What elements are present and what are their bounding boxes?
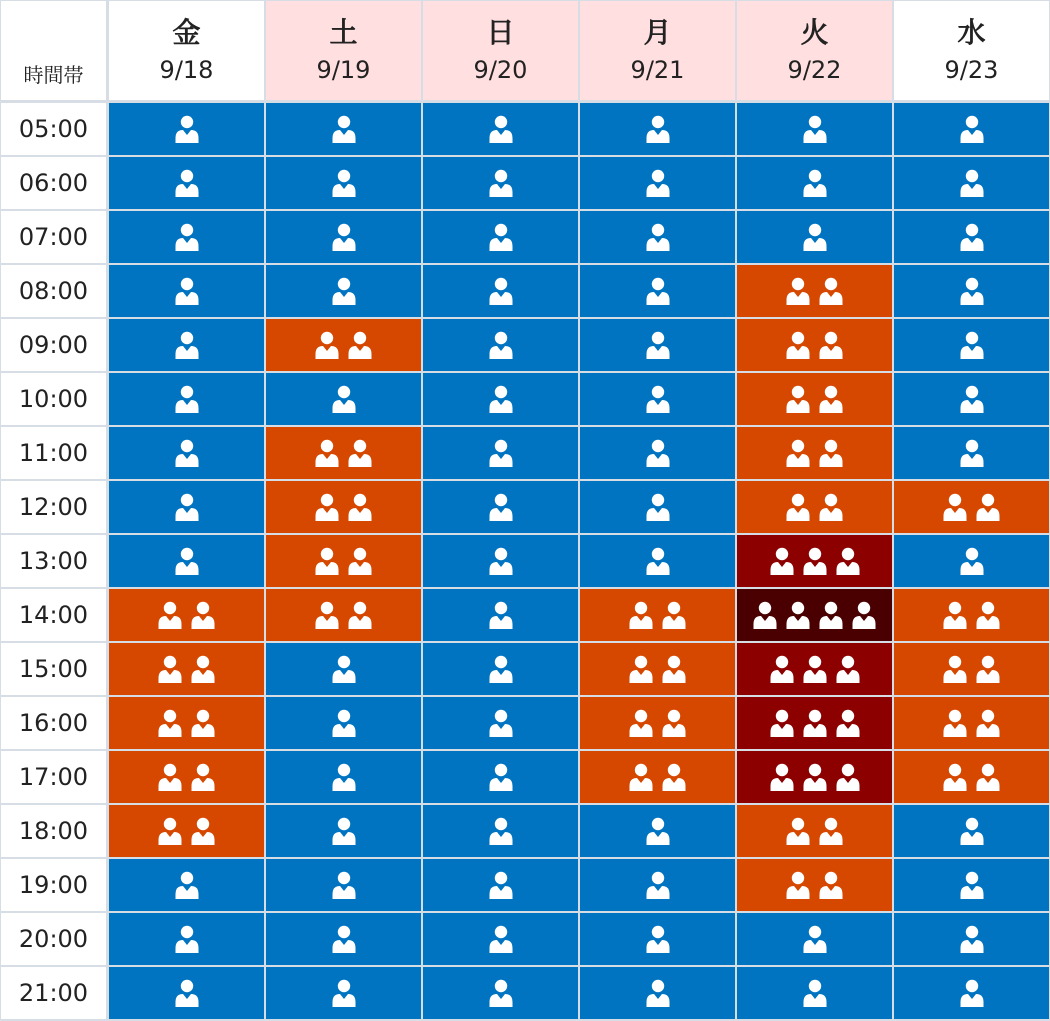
time-slot-cell	[580, 589, 735, 641]
time-slot-cell	[109, 859, 264, 911]
person-icon	[174, 385, 200, 413]
time-slot-cell	[580, 697, 735, 749]
time-slot-cell	[423, 211, 578, 263]
time-slot-cell	[894, 211, 1049, 263]
time-slot-cell	[894, 481, 1049, 533]
time-slot-cell	[423, 535, 578, 587]
time-slot-cell	[266, 913, 421, 965]
time-slot-cell	[266, 751, 421, 803]
time-slot-cell	[266, 427, 421, 479]
person-icon	[959, 385, 985, 413]
person-icon	[942, 493, 968, 521]
time-slot-cell	[423, 427, 578, 479]
person-icon	[645, 979, 671, 1007]
person-icon	[174, 331, 200, 359]
person-icon	[190, 763, 216, 791]
day-date: 9/18	[159, 55, 214, 84]
person-icon	[190, 817, 216, 845]
day-date: 9/23	[944, 55, 999, 84]
person-icon	[488, 655, 514, 683]
day-date: 9/20	[473, 55, 528, 84]
person-icon	[190, 601, 216, 629]
person-icon	[331, 223, 357, 251]
person-icon	[818, 817, 844, 845]
person-icon	[314, 331, 340, 359]
person-icon	[628, 709, 654, 737]
time-slot-cell	[737, 211, 892, 263]
person-icon	[488, 115, 514, 143]
person-icon	[785, 277, 811, 305]
time-slot-cell	[423, 589, 578, 641]
time-slot-cell	[109, 913, 264, 965]
person-icon	[331, 979, 357, 1007]
person-icon	[802, 709, 828, 737]
time-slot-cell	[580, 319, 735, 371]
person-icon	[818, 385, 844, 413]
time-label: 20:00	[1, 913, 106, 965]
person-icon	[835, 709, 861, 737]
person-icon	[959, 115, 985, 143]
time-slot-cell	[266, 589, 421, 641]
time-slot-cell	[894, 589, 1049, 641]
time-slot-cell	[894, 319, 1049, 371]
person-icon	[314, 439, 340, 467]
time-slot-cell	[894, 265, 1049, 317]
time-slot-cell	[109, 373, 264, 425]
time-slot-cell	[737, 805, 892, 857]
day-date: 9/21	[630, 55, 685, 84]
time-slot-cell	[423, 265, 578, 317]
person-icon	[975, 655, 1001, 683]
person-icon	[785, 439, 811, 467]
time-slot-cell	[894, 535, 1049, 587]
person-icon	[347, 601, 373, 629]
time-label: 09:00	[1, 319, 106, 371]
person-icon	[645, 115, 671, 143]
time-slot-cell	[737, 751, 892, 803]
person-icon	[645, 169, 671, 197]
person-icon	[174, 979, 200, 1007]
day-name: 月	[643, 15, 672, 49]
person-icon	[174, 493, 200, 521]
person-icon	[628, 601, 654, 629]
day-date: 9/19	[316, 55, 371, 84]
person-icon	[785, 871, 811, 899]
time-slot-cell	[737, 967, 892, 1019]
person-icon	[174, 439, 200, 467]
time-slot-cell	[109, 805, 264, 857]
person-icon	[331, 655, 357, 683]
time-slot-cell	[580, 751, 735, 803]
person-icon	[975, 709, 1001, 737]
day-name: 土	[329, 15, 358, 49]
time-slot-cell	[737, 427, 892, 479]
person-icon	[818, 871, 844, 899]
person-icon	[174, 547, 200, 575]
person-icon	[645, 493, 671, 521]
time-slot-cell	[109, 103, 264, 155]
person-icon	[488, 871, 514, 899]
time-slot-cell	[266, 643, 421, 695]
person-icon	[959, 925, 985, 953]
time-slot-cell	[266, 697, 421, 749]
time-slot-cell	[109, 535, 264, 587]
time-label: 17:00	[1, 751, 106, 803]
person-icon	[645, 439, 671, 467]
person-icon	[752, 601, 778, 629]
person-icon	[661, 709, 687, 737]
time-slot-cell	[894, 859, 1049, 911]
time-slot-cell	[894, 805, 1049, 857]
time-slot-cell	[737, 535, 892, 587]
time-slot-cell	[266, 535, 421, 587]
time-slot-cell	[737, 589, 892, 641]
person-icon	[942, 601, 968, 629]
person-icon	[942, 763, 968, 791]
time-slot-cell	[266, 481, 421, 533]
time-slot-cell	[580, 103, 735, 155]
person-icon	[802, 925, 828, 953]
person-icon	[645, 223, 671, 251]
time-slot-cell	[423, 859, 578, 911]
time-column-header-label: 時間帯	[23, 63, 84, 87]
time-slot-cell	[423, 643, 578, 695]
time-label: 11:00	[1, 427, 106, 479]
time-label: 07:00	[1, 211, 106, 263]
time-label: 06:00	[1, 157, 106, 209]
person-icon	[975, 493, 1001, 521]
person-icon	[661, 655, 687, 683]
day-header	[580, 1, 735, 100]
person-icon	[174, 277, 200, 305]
person-icon	[331, 277, 357, 305]
person-icon	[769, 763, 795, 791]
person-icon	[975, 763, 1001, 791]
time-slot-cell	[737, 265, 892, 317]
day-name: 水	[957, 15, 986, 49]
person-icon	[174, 223, 200, 251]
person-icon	[661, 763, 687, 791]
time-slot-cell	[423, 157, 578, 209]
person-icon	[818, 601, 844, 629]
person-icon	[818, 439, 844, 467]
time-slot-cell	[580, 373, 735, 425]
person-icon	[331, 925, 357, 953]
person-icon	[488, 601, 514, 629]
person-icon	[347, 331, 373, 359]
time-slot-cell	[266, 373, 421, 425]
time-label: 19:00	[1, 859, 106, 911]
time-slot-cell	[109, 427, 264, 479]
time-label: 13:00	[1, 535, 106, 587]
person-icon	[488, 817, 514, 845]
person-icon	[959, 223, 985, 251]
person-icon	[347, 547, 373, 575]
day-header	[894, 1, 1049, 100]
time-slot-cell	[737, 319, 892, 371]
person-icon	[488, 547, 514, 575]
time-slot-cell	[423, 967, 578, 1019]
person-icon	[835, 763, 861, 791]
person-icon	[975, 601, 1001, 629]
time-slot-cell	[266, 157, 421, 209]
person-icon	[488, 925, 514, 953]
person-icon	[959, 871, 985, 899]
person-icon	[942, 655, 968, 683]
time-slot-cell	[266, 319, 421, 371]
person-icon	[645, 871, 671, 899]
person-icon	[959, 547, 985, 575]
time-slot-cell	[737, 859, 892, 911]
person-icon	[769, 655, 795, 683]
time-slot-cell	[894, 751, 1049, 803]
person-icon	[157, 709, 183, 737]
person-icon	[488, 223, 514, 251]
person-icon	[959, 979, 985, 1007]
time-slot-cell	[894, 913, 1049, 965]
person-icon	[959, 331, 985, 359]
person-icon	[851, 601, 877, 629]
time-label: 10:00	[1, 373, 106, 425]
time-slot-cell	[737, 643, 892, 695]
person-icon	[769, 709, 795, 737]
person-icon	[835, 655, 861, 683]
person-icon	[959, 439, 985, 467]
person-icon	[157, 817, 183, 845]
person-icon	[314, 547, 340, 575]
person-icon	[157, 655, 183, 683]
person-icon	[174, 871, 200, 899]
person-icon	[331, 763, 357, 791]
time-slot-cell	[109, 157, 264, 209]
time-slot-cell	[580, 211, 735, 263]
time-slot-cell	[580, 967, 735, 1019]
time-label: 12:00	[1, 481, 106, 533]
time-label: 05:00	[1, 103, 106, 155]
time-label: 18:00	[1, 805, 106, 857]
person-icon	[331, 385, 357, 413]
time-slot-cell	[580, 157, 735, 209]
person-icon	[802, 115, 828, 143]
time-slot-cell	[737, 913, 892, 965]
person-icon	[314, 601, 340, 629]
person-icon	[645, 547, 671, 575]
time-slot-cell	[109, 211, 264, 263]
person-icon	[488, 493, 514, 521]
time-slot-cell	[580, 805, 735, 857]
person-icon	[331, 871, 357, 899]
time-slot-cell	[109, 319, 264, 371]
time-slot-cell	[423, 913, 578, 965]
time-label: 21:00	[1, 967, 106, 1019]
time-slot-cell	[580, 535, 735, 587]
time-slot-cell	[737, 373, 892, 425]
person-icon	[959, 277, 985, 305]
person-icon	[488, 277, 514, 305]
person-icon	[802, 223, 828, 251]
time-slot-cell	[580, 427, 735, 479]
time-slot-cell	[894, 643, 1049, 695]
time-label: 14:00	[1, 589, 106, 641]
person-icon	[190, 655, 216, 683]
time-slot-cell	[737, 481, 892, 533]
person-icon	[174, 925, 200, 953]
time-slot-cell	[423, 697, 578, 749]
person-icon	[835, 547, 861, 575]
time-slot-cell	[423, 103, 578, 155]
time-slot-cell	[894, 427, 1049, 479]
person-icon	[645, 817, 671, 845]
time-slot-cell	[737, 157, 892, 209]
time-slot-cell	[580, 913, 735, 965]
time-slot-cell	[109, 751, 264, 803]
person-icon	[190, 709, 216, 737]
person-icon	[942, 709, 968, 737]
time-slot-cell	[266, 805, 421, 857]
time-slot-cell	[266, 103, 421, 155]
person-icon	[628, 655, 654, 683]
time-slot-cell	[423, 751, 578, 803]
person-icon	[645, 385, 671, 413]
person-icon	[628, 763, 654, 791]
person-icon	[802, 169, 828, 197]
person-icon	[785, 601, 811, 629]
person-icon	[331, 115, 357, 143]
person-icon	[157, 601, 183, 629]
person-icon	[959, 817, 985, 845]
day-name: 火	[800, 15, 829, 49]
time-slot-cell	[894, 373, 1049, 425]
time-slot-cell	[266, 967, 421, 1019]
time-slot-cell	[737, 103, 892, 155]
person-icon	[645, 277, 671, 305]
time-label: 08:00	[1, 265, 106, 317]
person-icon	[959, 169, 985, 197]
day-date: 9/22	[787, 55, 842, 84]
time-slot-cell	[109, 481, 264, 533]
person-icon	[347, 493, 373, 521]
person-icon	[785, 817, 811, 845]
time-slot-cell	[266, 211, 421, 263]
time-slot-cell	[109, 643, 264, 695]
time-slot-cell	[266, 859, 421, 911]
person-icon	[331, 709, 357, 737]
person-icon	[661, 601, 687, 629]
time-slot-cell	[109, 967, 264, 1019]
person-icon	[314, 493, 340, 521]
person-icon	[818, 331, 844, 359]
time-column-header	[1, 1, 106, 100]
person-icon	[488, 169, 514, 197]
time-label: 15:00	[1, 643, 106, 695]
person-icon	[818, 277, 844, 305]
time-slot-cell	[109, 697, 264, 749]
time-slot-cell	[423, 481, 578, 533]
day-name: 金	[172, 15, 201, 49]
person-icon	[785, 385, 811, 413]
person-icon	[802, 547, 828, 575]
day-header	[109, 1, 264, 100]
person-icon	[488, 709, 514, 737]
day-header	[266, 1, 421, 100]
person-icon	[331, 817, 357, 845]
time-slot-cell	[894, 967, 1049, 1019]
day-name: 日	[486, 15, 515, 49]
time-slot-cell	[423, 805, 578, 857]
person-icon	[645, 331, 671, 359]
time-label: 16:00	[1, 697, 106, 749]
time-slot-cell	[109, 589, 264, 641]
time-slot-cell	[266, 265, 421, 317]
person-icon	[818, 493, 844, 521]
person-icon	[331, 169, 357, 197]
person-icon	[488, 763, 514, 791]
day-header	[423, 1, 578, 100]
person-icon	[785, 331, 811, 359]
time-slot-cell	[580, 265, 735, 317]
day-header	[737, 1, 892, 100]
person-icon	[645, 925, 671, 953]
person-icon	[174, 169, 200, 197]
person-icon	[488, 979, 514, 1007]
person-icon	[802, 763, 828, 791]
person-icon	[488, 331, 514, 359]
person-icon	[174, 115, 200, 143]
time-slot-cell	[737, 697, 892, 749]
time-slot-cell	[109, 265, 264, 317]
time-slot-cell	[423, 319, 578, 371]
time-slot-cell	[580, 481, 735, 533]
time-slot-cell	[580, 643, 735, 695]
time-slot-cell	[894, 157, 1049, 209]
time-slot-cell	[894, 103, 1049, 155]
time-slot-cell	[423, 373, 578, 425]
time-slot-cell	[894, 697, 1049, 749]
person-icon	[157, 763, 183, 791]
person-icon	[347, 439, 373, 467]
person-icon	[769, 547, 795, 575]
person-icon	[802, 655, 828, 683]
time-slot-cell	[580, 859, 735, 911]
person-icon	[802, 979, 828, 1007]
person-icon	[488, 385, 514, 413]
person-icon	[785, 493, 811, 521]
person-icon	[488, 439, 514, 467]
